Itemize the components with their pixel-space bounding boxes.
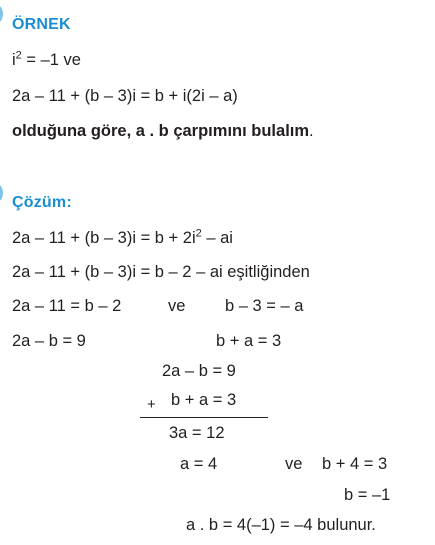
addition-rule: [140, 417, 268, 418]
result-a-value: a = 4: [180, 455, 218, 473]
step4-right: b + a = 3: [216, 332, 282, 350]
final-answer: a . b = 4(–1) = –4 bulunur.: [186, 516, 376, 534]
step3-right: b – 3 = – a: [225, 297, 304, 315]
addition-row-1: 2a – b = 9: [162, 362, 236, 380]
example-equation: 2a – 11 + (b – 3)i = b + i(2i – a): [12, 87, 238, 105]
addition-plus-sign: +: [147, 396, 156, 413]
solution-step-2: 2a – 11 + (b – 3)i = b – 2 – ai eşitliğinden: [12, 263, 310, 281]
step1-exponent: 2: [195, 227, 202, 240]
result-b: b = –1: [344, 486, 391, 504]
given-i-exponent: 2: [15, 49, 22, 62]
accent-mark-top: [0, 6, 3, 22]
step1-after: – ai: [201, 229, 233, 247]
result-a-connector: ve: [285, 455, 303, 473]
step1-before: 2a – 11 + (b – 3)i = b + 2i: [12, 229, 196, 247]
addition-sum: 3a = 12: [169, 424, 225, 442]
solution-heading: Çözüm:: [12, 194, 72, 211]
solution-step-1: [12, 228, 233, 248]
example-heading: ÖRNEK: [12, 16, 71, 33]
question-period: .: [309, 122, 314, 140]
given-line: [12, 50, 81, 70]
step3-connector: ve: [168, 297, 186, 315]
question-text: olduğuna göre, a . b çarpımını bulalım: [12, 122, 310, 140]
step4-left: 2a – b = 9: [12, 332, 86, 350]
given-i-base: i: [12, 51, 16, 69]
step3-left: 2a – 11 = b – 2: [12, 297, 122, 315]
accent-mark-solution: [0, 185, 3, 201]
addition-row-2: b + a = 3: [171, 391, 237, 409]
given-i-rest: = –1 ve: [21, 51, 81, 69]
result-a-substitution: b + 4 = 3: [322, 455, 388, 473]
example-question: [12, 121, 314, 141]
